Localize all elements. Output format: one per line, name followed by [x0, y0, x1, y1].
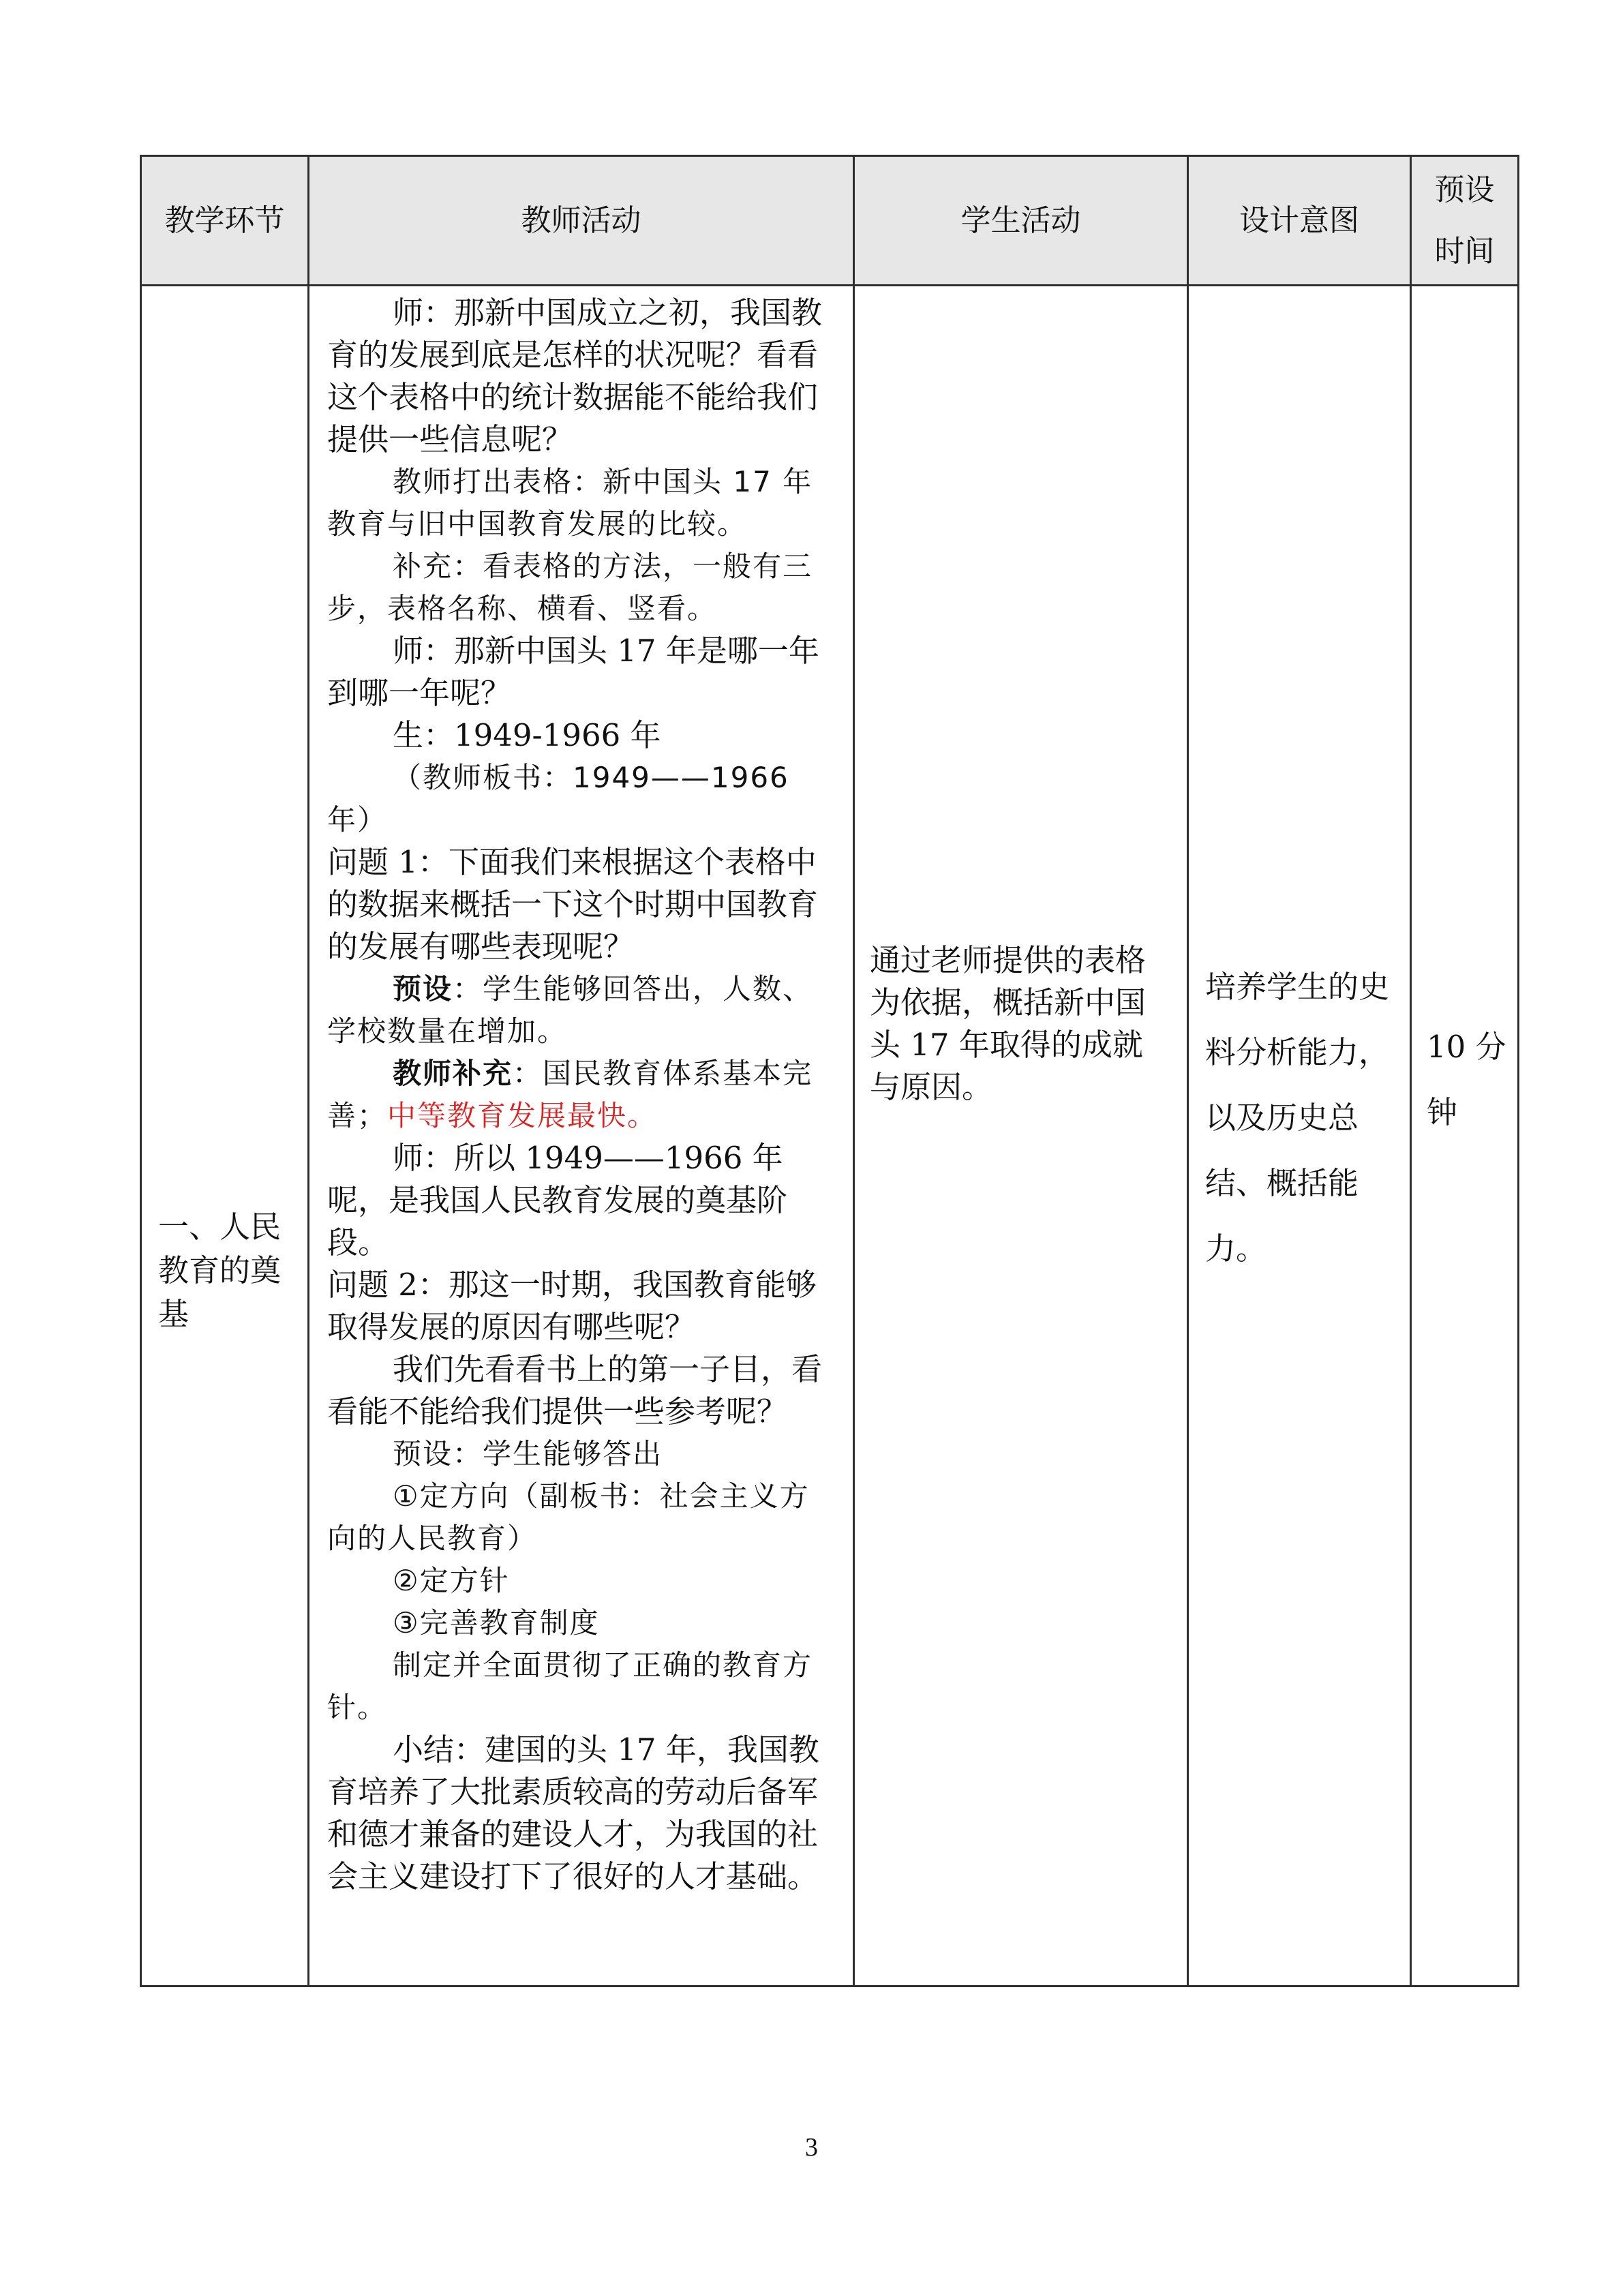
design-intent-cell — [1188, 286, 1411, 1987]
page-number: 3 — [805, 2133, 818, 2162]
lesson-plan-table — [140, 155, 1519, 1987]
teacher-line: 小结：建国的头 17 年，我国教育培养了大批素质较高的劳动后备军和德才兼备的建设人才，为我国的社会主义建设打下了很好的人才基础。 — [327, 1732, 819, 1894]
teacher-line: 师：那新中国头 17 年是哪一年到哪一年呢？ — [327, 633, 819, 711]
teacher-line: 问题 1：下面我们来根据这个表格中的数据来概括一下这个时期中国教育的发展有哪些表现呢？ — [327, 844, 819, 965]
teacher-line — [327, 968, 835, 1053]
header-time — [1411, 156, 1519, 286]
teacher-line: ③完善教育制度 — [393, 1606, 600, 1640]
header-time-line2: 时间 — [1434, 233, 1495, 269]
teacher-activity-cell — [309, 286, 854, 1987]
teacher-line: ①定方向（副板书：社会主义方向的人民教育） — [327, 1479, 810, 1555]
teacher-line-text: ：学生能够回答出，人数、学校数量在增加。 — [327, 972, 813, 1048]
time-cell — [1411, 286, 1519, 1987]
header-student-activity: 学生活动 — [854, 156, 1188, 286]
teacher-line-emphasis: 预设 — [393, 972, 453, 1006]
teacher-line: ②定方针 — [393, 1564, 510, 1597]
time-text: 10 分钟 — [1427, 1029, 1506, 1130]
teacher-line: 教师打出表格：新中国头 17 年教育与旧中国教育发展的比较。 — [327, 465, 813, 541]
teacher-line: 生：1949-1966 年 — [393, 717, 661, 753]
stage-text: 一、人民教育的奠基 — [158, 1209, 282, 1332]
student-activity-cell — [854, 286, 1188, 1987]
teacher-activity-content — [309, 286, 853, 1898]
header-row — [141, 156, 1519, 286]
teacher-line: （教师板书：1949——1966 年） — [327, 761, 789, 836]
teacher-line — [327, 1053, 835, 1137]
header-teacher-activity: 教师活动 — [309, 156, 854, 286]
header-time-line1: 预设 — [1434, 172, 1495, 207]
teacher-line-text: ：国民教育体系基本完善； — [327, 1057, 813, 1132]
table-row — [141, 286, 1519, 1987]
teacher-line: 补充：看表格的方法，一般有三步，表格名称、横看、竖看。 — [327, 549, 813, 625]
teacher-line-emphasis: 教师补充 — [393, 1057, 513, 1090]
teacher-line: 预设：学生能够答出 — [393, 1437, 663, 1470]
design-intent-text: 培养学生的史料分析能力，以及历史总结、概括能力。 — [1205, 969, 1390, 1267]
header-stage: 教学环节 — [141, 156, 309, 286]
teacher-line: 问题 2：那这一时期，我国教育能够取得发展的原因有哪些呢？ — [327, 1267, 817, 1345]
student-activity-text: 通过老师提供的表格为依据，概括新中国头 17 年取得的成就与原因。 — [870, 942, 1147, 1105]
teacher-line: 制定并全面贯彻了正确的教育方针。 — [327, 1648, 813, 1724]
teacher-line: 师：所以 1949——1966 年呢，是我国人民教育发展的奠基阶段。 — [327, 1140, 788, 1260]
teacher-line-highlight: 中等教育发展最快。 — [387, 1099, 658, 1132]
header-design-intent: 设计意图 — [1188, 156, 1411, 286]
stage-cell — [141, 286, 309, 1987]
teacher-line: 我们先看看书上的第一子目，看看能不能给我们提供一些参考呢？ — [327, 1351, 823, 1430]
teacher-line: 师：那新中国成立之初，我国教育的发展到底是怎样的状况呢？看看这个表格中的统计数据能不能给我们提供一些信息呢？ — [327, 294, 823, 457]
